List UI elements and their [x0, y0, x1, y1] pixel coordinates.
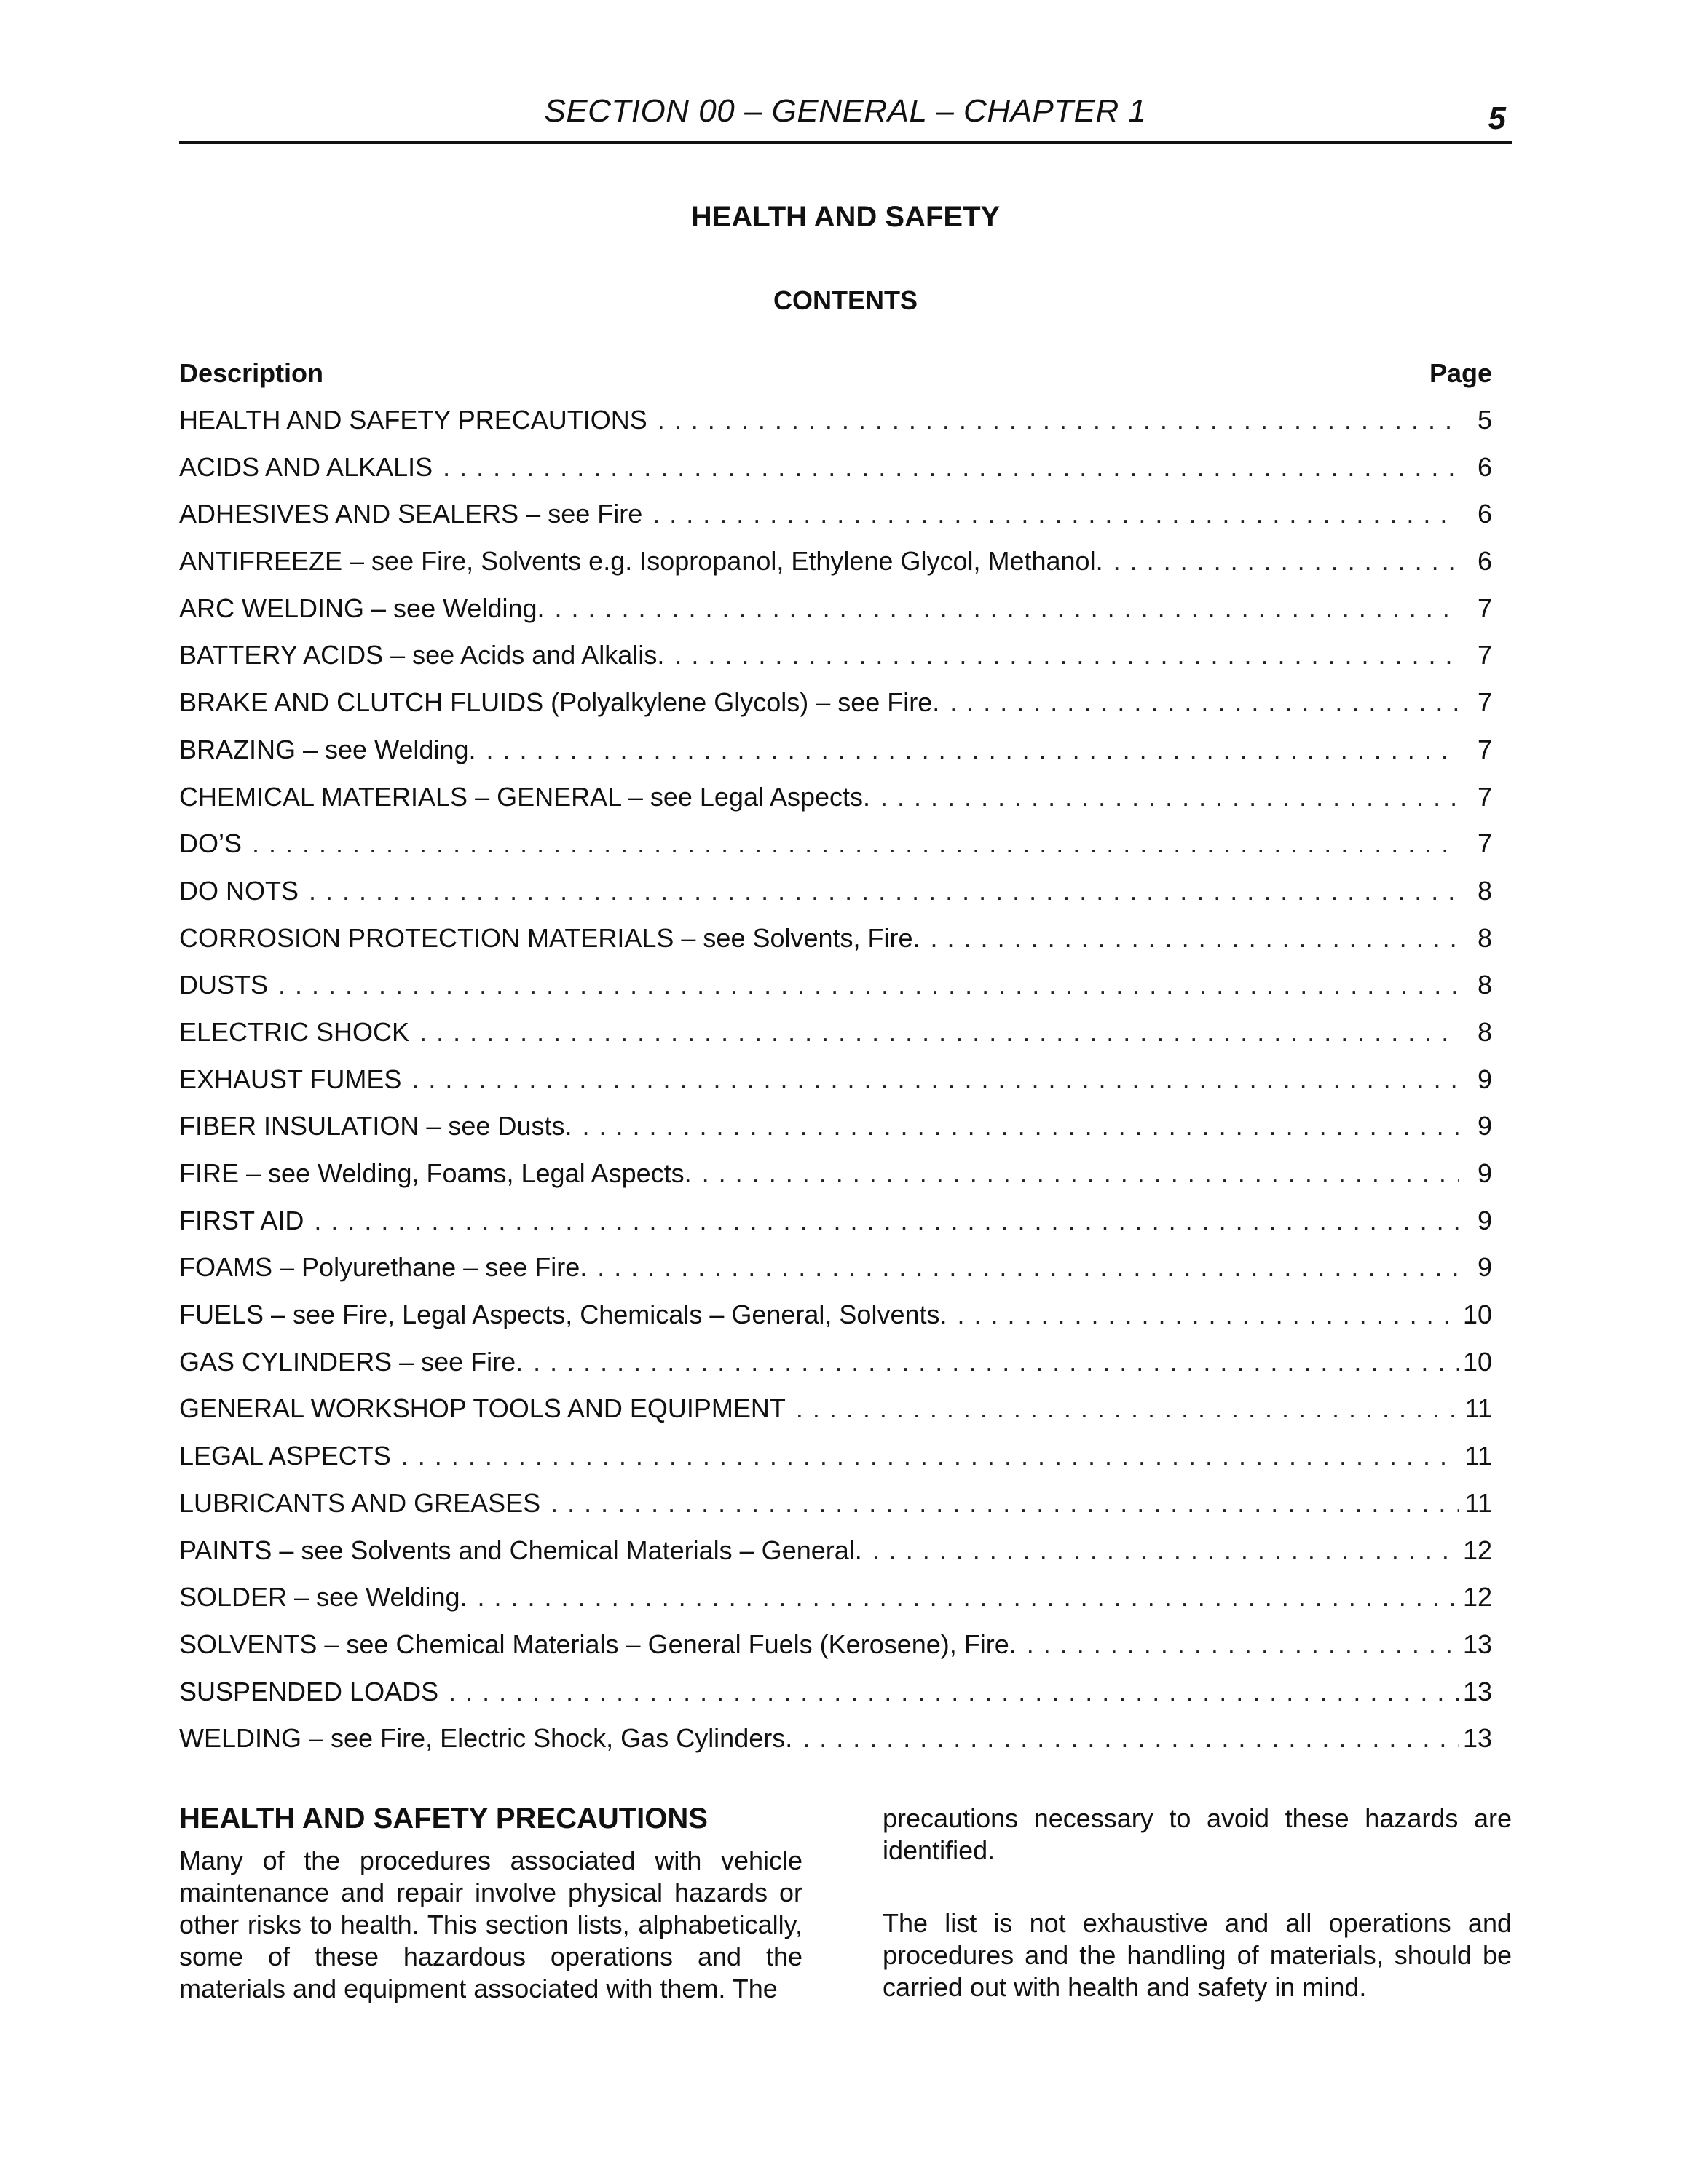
toc-entry-page: 7	[1477, 593, 1492, 623]
toc-entry-title: GAS CYLINDERS – see Fire.	[179, 1346, 524, 1377]
toc-entry-page: 9	[1477, 1252, 1492, 1283]
toc-row	[179, 1109, 1492, 1157]
toc-entry-title: ELECTRIC SHOCK	[179, 1016, 410, 1047]
toc-entry-page: 11	[1464, 1441, 1492, 1471]
toc-row	[179, 1063, 1492, 1110]
toc-row	[179, 922, 1492, 969]
toc-row	[179, 827, 1492, 874]
dot-leader	[486, 733, 1459, 767]
toc-entry-title: ACIDS AND ALKALIS	[179, 451, 433, 482]
toc-entry-page: 8	[1477, 875, 1492, 906]
dot-leader	[314, 1204, 1459, 1238]
toc-entry-page: 13	[1462, 1676, 1492, 1706]
toc-entry-title: WELDING – see Fire, Electric Shock, Gas Cylinders.	[179, 1723, 793, 1754]
body-paragraph: Many of the procedures associated with vehicle maintenance and repair involve physical hazards or other risks to health. This section lists, alphabetically, some of these hazardous operations and the materials and equipment associated with them. The	[179, 1845, 802, 2003]
dot-leader	[802, 1722, 1459, 1755]
dot-leader	[443, 451, 1459, 484]
toc-row	[179, 780, 1492, 828]
toc-entry-page: 13	[1462, 1629, 1492, 1659]
dot-leader	[880, 780, 1459, 814]
toc-row	[179, 451, 1492, 498]
toc-entry-page: 9	[1477, 1064, 1492, 1094]
dot-leader	[674, 638, 1459, 672]
toc-description-header: Description	[179, 358, 324, 388]
toc-entry-title: HEALTH AND SAFETY PRECAUTIONS	[179, 405, 647, 435]
toc-entry-page: 7	[1477, 687, 1492, 718]
dot-leader	[449, 1675, 1459, 1709]
body-paragraph: precautions necessary to avoid these hazards are identified.	[883, 1803, 1512, 1865]
toc-row	[179, 1675, 1492, 1722]
dot-leader	[872, 1534, 1459, 1567]
dot-leader	[533, 1345, 1459, 1379]
dot-leader	[582, 1109, 1459, 1143]
dot-leader	[1113, 545, 1459, 578]
dot-leader	[652, 497, 1459, 531]
toc-entry-title: CHEMICAL MATERIALS – GENERAL – see Legal Aspects.	[179, 781, 871, 812]
toc-entry-title: ARC WELDING – see Welding.	[179, 593, 545, 623]
page-header	[179, 89, 1512, 144]
toc-entry-page: 5	[1477, 405, 1492, 435]
toc-entry-page: 7	[1477, 734, 1492, 764]
toc-row	[179, 1204, 1492, 1251]
toc-entry-page: 9	[1477, 1158, 1492, 1188]
toc-entry-title: LUBRICANTS AND GREASES	[179, 1487, 541, 1518]
dot-leader	[419, 1016, 1459, 1049]
toc-entry-page: 8	[1477, 922, 1492, 953]
toc-row	[179, 1298, 1492, 1345]
toc-entry-title: SOLDER – see Welding.	[179, 1582, 468, 1613]
toc-row	[179, 1345, 1492, 1393]
toc-entry-page: 9	[1477, 1111, 1492, 1142]
toc-entry-page: 13	[1462, 1723, 1492, 1754]
toc-entry-page: 7	[1477, 781, 1492, 812]
toc-entry-title: PAINTS – see Solvents and Chemical Materials – General.	[179, 1535, 862, 1565]
toc-entry-page: 10	[1462, 1299, 1492, 1330]
toc-entry-title: LEGAL ASPECTS	[179, 1441, 391, 1471]
toc-row	[179, 1016, 1492, 1063]
dot-leader	[931, 922, 1459, 955]
dot-leader	[478, 1580, 1459, 1614]
toc-row	[179, 403, 1492, 451]
toc-row	[179, 874, 1492, 922]
toc-entry-title: GENERAL WORKSHOP TOOLS AND EQUIPMENT	[179, 1393, 786, 1424]
table-of-contents	[179, 403, 1492, 1769]
contents-title: CONTENTS	[773, 285, 918, 315]
toc-entry-title: DO NOTS	[179, 875, 299, 906]
dot-leader	[950, 686, 1459, 719]
toc-row	[179, 638, 1492, 686]
toc-entry-page: 11	[1464, 1487, 1492, 1518]
toc-row	[179, 1487, 1492, 1534]
dot-leader	[401, 1439, 1459, 1473]
body-column-left	[179, 1845, 802, 2005]
toc-row	[179, 545, 1492, 592]
toc-entry-title: SUSPENDED LOADS	[179, 1676, 439, 1706]
toc-entry-title: BRAZING – see Welding.	[179, 734, 476, 764]
toc-row	[179, 686, 1492, 733]
page-number: 5	[1488, 100, 1506, 136]
toc-entry-page: 8	[1477, 1016, 1492, 1047]
toc-entry-title: DO’S	[179, 828, 242, 859]
toc-entry-title: FIRST AID	[179, 1205, 304, 1235]
toc-entry-title: ADHESIVES AND SEALERS – see Fire	[179, 499, 643, 529]
dot-leader	[309, 874, 1459, 908]
section-heading: HEALTH AND SAFETY PRECAUTIONS	[179, 1803, 708, 1835]
toc-entry-page: 8	[1477, 970, 1492, 1000]
dot-leader	[658, 403, 1459, 437]
toc-row	[179, 497, 1492, 545]
dot-leader	[555, 592, 1459, 625]
toc-entry-title: BATTERY ACIDS – see Acids and Alkalis.	[179, 640, 665, 670]
toc-entry-page: 11	[1464, 1393, 1492, 1424]
toc-row	[179, 1534, 1492, 1581]
toc-entry-title: CORROSION PROTECTION MATERIALS – see Solvents, Fire.	[179, 922, 920, 953]
toc-page-header: Page	[1429, 358, 1492, 388]
dot-leader	[796, 1392, 1459, 1425]
toc-entry-title: DUSTS	[179, 970, 269, 1000]
toc-entry-page: 12	[1462, 1535, 1492, 1565]
section-chapter-title: SECTION 00 – GENERAL – CHAPTER 1	[544, 93, 1147, 129]
toc-entry-title: ANTIFREEZE – see Fire, Solvents e.g. Isopropanol, Ethylene Glycol, Methanol.	[179, 546, 1103, 577]
toc-row	[179, 1722, 1492, 1769]
toc-row	[179, 1157, 1492, 1204]
dot-leader	[252, 827, 1459, 860]
dot-leader	[958, 1298, 1459, 1332]
toc-row	[179, 592, 1492, 639]
toc-row	[179, 733, 1492, 780]
toc-entry-page: 6	[1477, 499, 1492, 529]
toc-entry-page: 6	[1477, 546, 1492, 577]
dot-leader	[597, 1251, 1459, 1284]
toc-entry-page: 9	[1477, 1205, 1492, 1235]
toc-entry-title: BRAKE AND CLUTCH FLUIDS (Polyalkylene Glycols) – see Fire.	[179, 687, 940, 718]
dot-leader	[278, 968, 1459, 1002]
toc-entry-page: 12	[1462, 1582, 1492, 1613]
toc-entry-title: FOAMS – Polyurethane – see Fire.	[179, 1252, 588, 1283]
toc-row	[179, 1628, 1492, 1675]
toc-entry-page: 7	[1477, 828, 1492, 859]
toc-entry-page: 7	[1477, 640, 1492, 670]
document-title: HEALTH AND SAFETY	[690, 201, 1001, 233]
toc-entry-title: FUELS – see Fire, Legal Aspects, Chemicals – General, Solvents.	[179, 1299, 947, 1330]
body-column-right	[883, 1803, 1512, 2003]
toc-entry-page: 10	[1462, 1346, 1492, 1377]
toc-entry-title: FIBER INSULATION – see Dusts.	[179, 1111, 572, 1142]
dot-leader	[411, 1063, 1459, 1096]
body-paragraph: The list is not exhaustive and all operations and procedures and the handling of materials, should be carried out with health and safety in mind.	[883, 1908, 1512, 2002]
toc-entry-title: EXHAUST FUMES	[179, 1064, 402, 1094]
toc-row	[179, 1392, 1492, 1439]
toc-row	[179, 968, 1492, 1016]
toc-entry-title: FIRE – see Welding, Foams, Legal Aspects.	[179, 1158, 692, 1188]
toc-row	[179, 1251, 1492, 1298]
toc-entry-title: SOLVENTS – see Chemical Materials – General Fuels (Kerosene), Fire.	[179, 1629, 1017, 1659]
toc-entry-page: 6	[1477, 451, 1492, 482]
toc-row	[179, 1439, 1492, 1487]
toc-row	[179, 1580, 1492, 1628]
dot-leader	[551, 1487, 1459, 1520]
dot-leader	[702, 1157, 1459, 1190]
dot-leader	[1027, 1628, 1459, 1661]
